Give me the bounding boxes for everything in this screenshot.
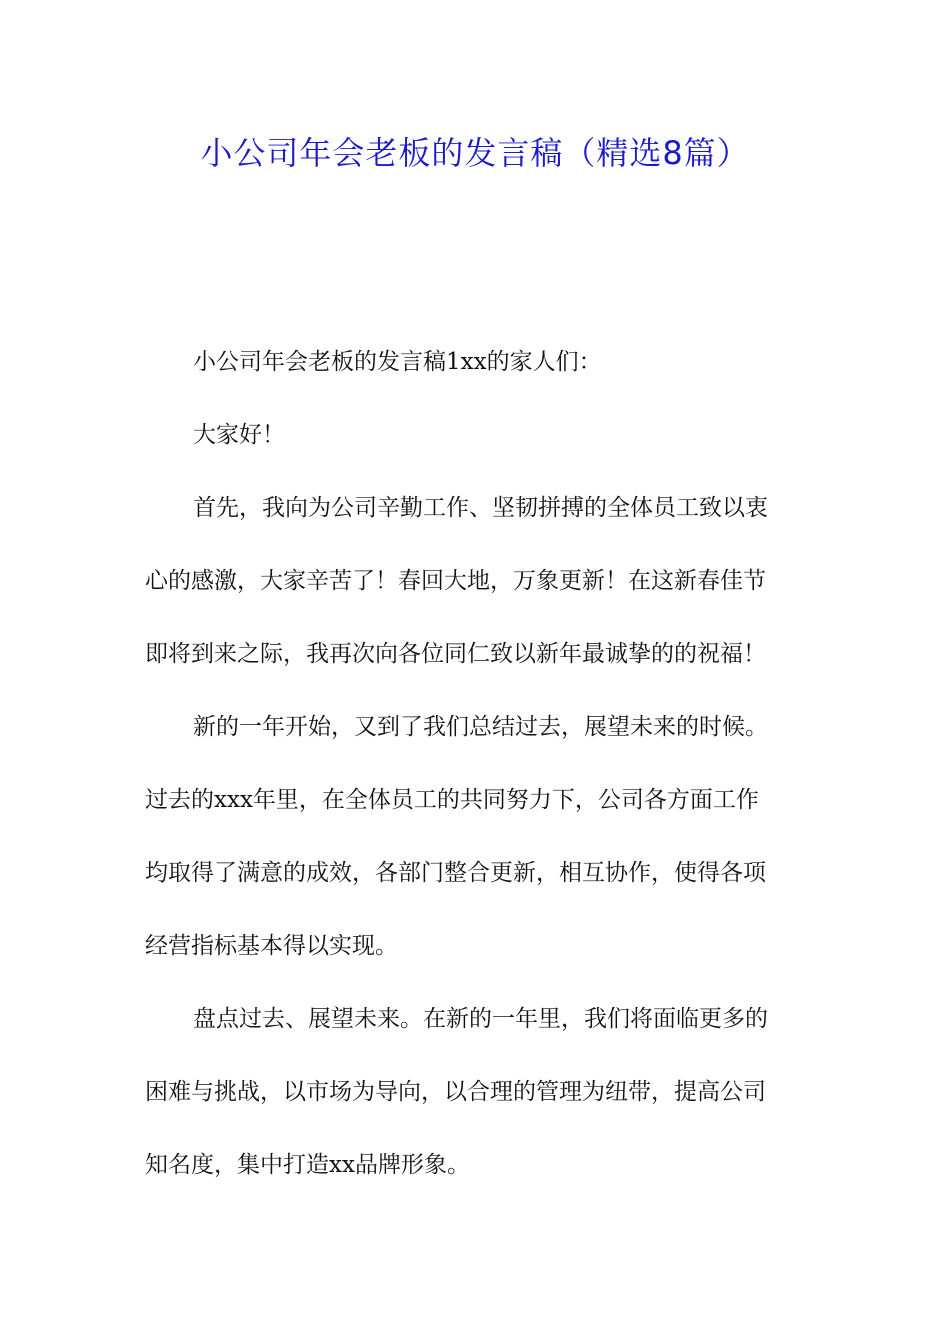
paragraph-review (145, 703, 807, 971)
paragraph-line: 小公司年会老板的发言稿1xx的家人们： (193, 349, 602, 375)
paragraph-greeting (145, 338, 807, 387)
paragraph-line: 困难与挑战，以市场为导向，以合理的管理为纽带，提高公司 (145, 1079, 766, 1105)
paragraph-outlook (145, 995, 807, 1190)
paragraph-line: 知名度，集中打造xx品牌形象。 (145, 1152, 470, 1178)
document-body (145, 338, 807, 1190)
paragraph-line: 新的一年开始，又到了我们总结过去，展望未来的时候。 (193, 714, 768, 740)
paragraph-line: 过去的xxx年里，在全体员工的共同努力下，公司各方面工作 (145, 787, 759, 813)
paragraph-line: 盘点过去、展望未来。在新的一年里，我们将面临更多的 (193, 1006, 768, 1032)
paragraph-line: 首先，我向为公司辛勤工作、坚韧拼搏的全体员工致以衷 (193, 495, 768, 521)
document-title: 小公司年会老板的发言稿（精选8篇） (200, 134, 750, 172)
paragraph-hello (145, 411, 807, 460)
paragraph-line: 经营指标基本得以实现。 (145, 933, 398, 959)
paragraph-line: 大家好！ (193, 422, 285, 448)
paragraph-thanks (145, 484, 807, 679)
paragraph-line: 即将到来之际，我再次向各位同仁致以新年最诚挚的的祝福！ (145, 641, 766, 667)
paragraph-line: 均取得了满意的成效，各部门整合更新，相互协作，使得各项 (145, 860, 766, 886)
paragraph-line: 心的感激，大家辛苦了！春回大地，万象更新！在这新春佳节 (145, 568, 766, 594)
